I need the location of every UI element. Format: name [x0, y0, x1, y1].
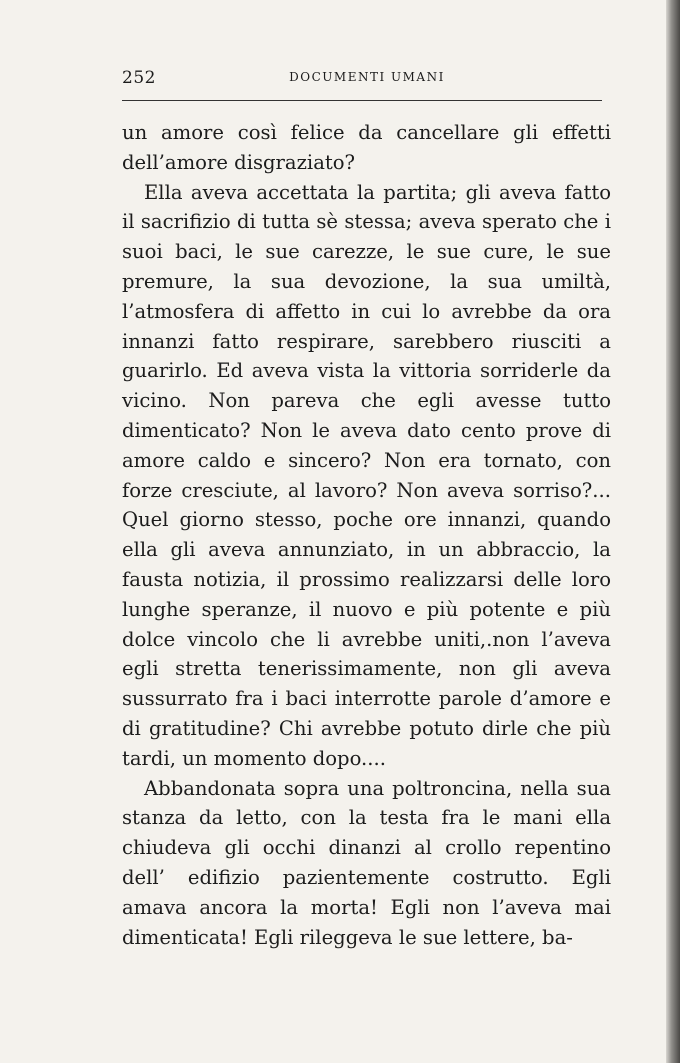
paragraph: Ella aveva accettata la partita; gli aveva fatto il sacrifizio di tutta sè stessa; aveva sperato che i suoi baci, le sue carezze, le sue cure, le sue premure, la sua devozione, la sua umiltà, l’atmosfera di affetto in cui lo avrebbe da ora innanzi fatto respirare, sarebbero riusciti a guarirlo. Ed aveva vista la vittoria sorriderle da vicino. Non pareva che egli avesse tutto dimenticato? Non le aveva dato cento prove di amore caldo e sincero? Non era tornato, con forze cresciute, al lavoro? Non aveva sorriso?... Quel giorno stesso, poche ore innanzi, quando ella gli aveva annunziato, in un abbraccio, la fausta notizia, il prossimo realizzarsi delle loro lunghe speranze, il nuovo e più potente e più dolce vincolo che li avrebbe uniti,.non l’aveva egli stretta tenerissimamente, non gli aveva sussurrato fra i baci interrotte parole d’amore e di gratitudine? Chi avrebbe potuto dirle che più tardi, un momento dopo....	[122, 180, 611, 770]
page-header	[122, 68, 612, 90]
page-edge-shadow	[666, 0, 680, 1063]
paragraph-continuation: un amore così felice da cancellare gli effetti dell’amore disgraziato?	[122, 121, 611, 174]
paragraph: Abbandonata sopra una poltroncina, nella sua stanza da letto, con la testa fra le mani ella chiudeva gli occhi dinanzi al crollo repentino dell’ edifizio pazientemente costrutto. Egli amava ancora la morta! Egli non l’aveva mai dimenticata! Egli rileggeva le sue lettere, ba-	[122, 776, 611, 949]
header-rule	[122, 100, 602, 101]
page-number: 252	[122, 68, 156, 88]
body-text	[122, 118, 611, 952]
running-head: DOCUMENTI UMANI	[289, 70, 445, 84]
